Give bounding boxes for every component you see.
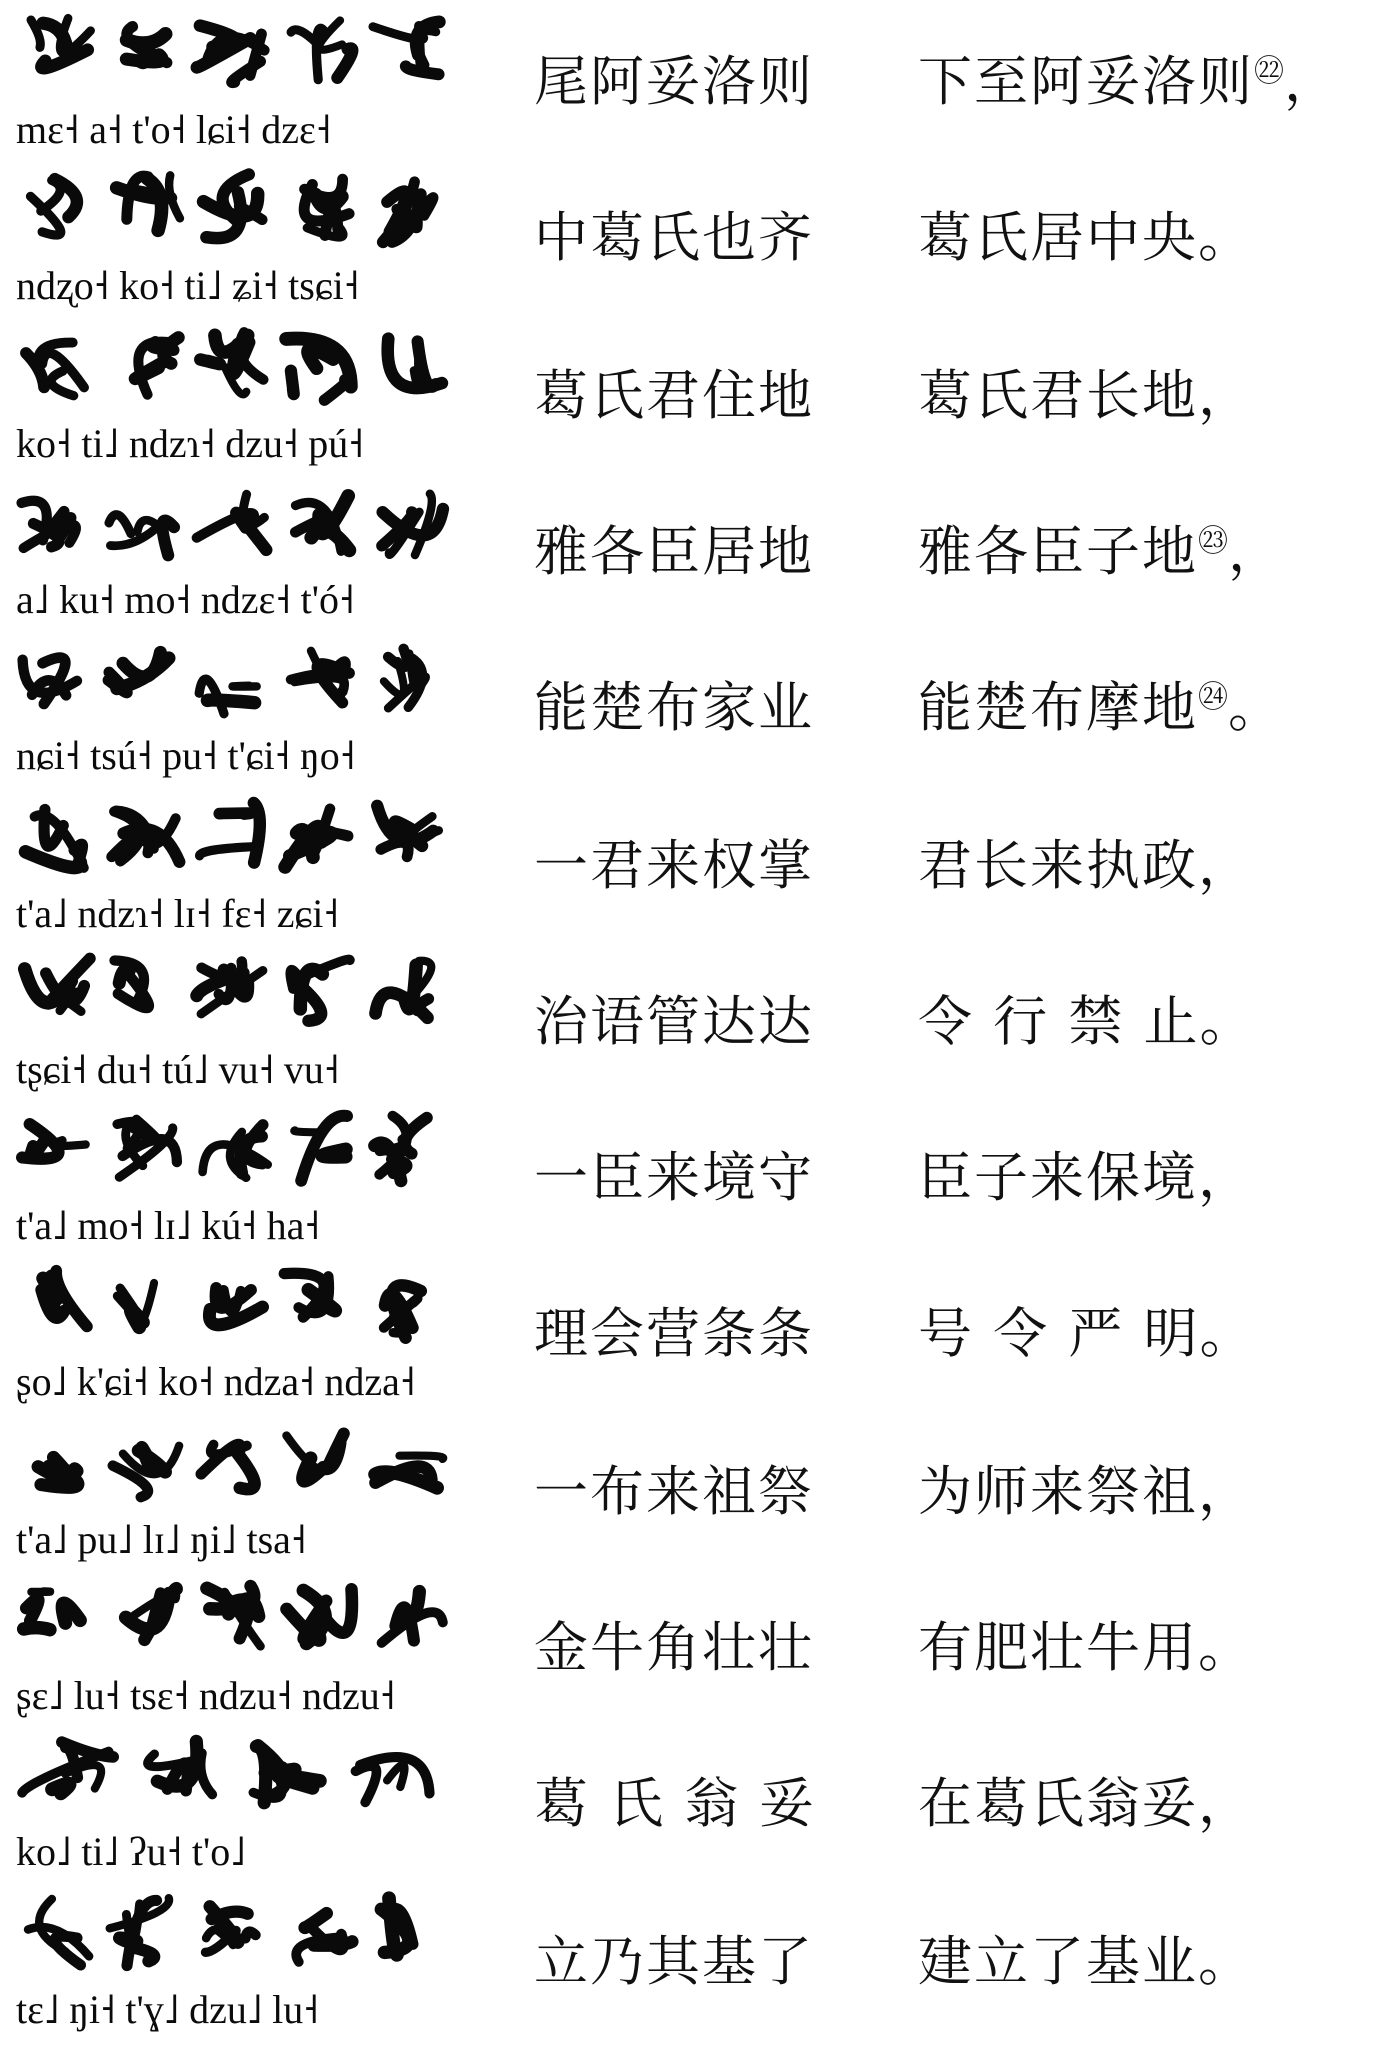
free-translation: [918, 1302, 1256, 1366]
free-translation-text: 令 行 禁 止: [918, 990, 1200, 1053]
yi-script-line: [14, 166, 454, 316]
yi-glyph-row: [14, 1262, 454, 1354]
yi-glyph: [25, 959, 90, 1012]
free-translation: [918, 1772, 1254, 1836]
phonetic-transcription: [16, 1982, 456, 2038]
footnote-marker[interactable]: ㉓: [1198, 524, 1228, 559]
yi-glyph: [207, 1586, 261, 1646]
yi-glyph: [110, 1898, 169, 1966]
phonetic-text: ko˧ ti˩ ndzɿ˧ dzu˧ pú˧: [16, 422, 364, 466]
yi-glyph: [22, 1742, 113, 1793]
yi-glyph: [291, 651, 350, 703]
literal-gloss: 葛氏君住地: [534, 364, 814, 427]
free-translation: [918, 1460, 1254, 1524]
free-translation: [918, 520, 1284, 584]
punctuation: 。: [1198, 206, 1254, 269]
yi-script-line: [14, 1732, 454, 1882]
yi-script-line: [14, 324, 454, 474]
free-translation-text: 雅各臣子地: [918, 520, 1198, 583]
phonetic-transcription: [16, 1512, 456, 1568]
phonetic-text: nɕi˧ tsú˧ pu˧ t'ɕi˧ ŋo˧: [16, 734, 356, 778]
yi-glyph: [286, 339, 351, 401]
yi-glyph: [22, 1124, 86, 1159]
yi-glyph: [42, 1271, 87, 1327]
footnote-marker[interactable]: ㉔: [1198, 680, 1228, 715]
yi-glyph: [22, 501, 76, 548]
yi-glyph: [287, 1434, 344, 1481]
phonetic-text: ko˩ ti˩ ʔu˧ t'o˩: [16, 1830, 246, 1874]
yi-glyph: [200, 332, 263, 394]
yi-glyph: [126, 1588, 177, 1640]
yi-glyph-row: [14, 324, 454, 416]
verse-line: [0, 1572, 1392, 1732]
yi-glyph: [382, 1592, 443, 1643]
yi-script-line: [14, 1106, 454, 1256]
free-translation-text: 在葛氏翁妥: [918, 1772, 1198, 1835]
punctuation: 。: [1198, 1930, 1254, 1993]
literal-gloss: 雅各臣居地: [534, 520, 814, 583]
free-translation: [918, 676, 1284, 740]
yi-glyph: [203, 1125, 268, 1178]
free-translation: [918, 990, 1256, 1054]
phonetic-transcription: [16, 416, 456, 472]
punctuation: ，: [1198, 1146, 1254, 1209]
punctuation: ，: [1198, 364, 1254, 427]
yi-glyph: [382, 494, 443, 555]
yi-glyph: [117, 1283, 154, 1327]
yi-script-line: [14, 1576, 454, 1726]
free-translation: [918, 364, 1254, 428]
phonetic-text: ndʐo˧ ko˧ ti˩ ʑi˧ tsɕi˧: [16, 264, 360, 308]
verse-line: [0, 1102, 1392, 1262]
yi-glyph: [115, 961, 149, 1009]
yi-glyph-row: [14, 10, 454, 102]
yi-script-line: [14, 480, 454, 630]
yi-glyph: [38, 1457, 78, 1487]
yi-glyph: [126, 27, 167, 65]
free-translation-text: 能楚布摩地: [918, 676, 1198, 739]
free-translation-text: 号 令 严 明: [918, 1302, 1200, 1365]
verse-line: [0, 1416, 1392, 1576]
free-translation: [918, 1930, 1254, 1994]
yi-glyph: [24, 1591, 80, 1629]
verse-line: [0, 162, 1392, 322]
phonetic-transcription: [16, 1354, 456, 1410]
verse-line: [0, 632, 1392, 792]
phonetic-transcription: [16, 728, 456, 784]
yi-glyph: [117, 1119, 177, 1177]
free-translation-text: 有肥壮牛用: [918, 1616, 1198, 1679]
phonetic-transcription: [16, 1198, 456, 1254]
yi-glyph: [28, 1899, 89, 1965]
yi-glyph: [377, 806, 439, 857]
punctuation: ，: [1228, 520, 1284, 583]
phonetic-text: tɛ˩ ŋi˧ t'ɣ˩ dzu˩ lu˧: [16, 1988, 319, 2032]
literal-gloss: 能楚布家业: [534, 676, 814, 739]
yi-glyph: [295, 496, 349, 551]
phonetic-text: mɛ˧ a˧ t'o˧ lɕi˧ dzɛ˧: [16, 108, 332, 152]
literal-gloss: 金牛角壮壮: [534, 1616, 814, 1679]
yi-script-line: [14, 1262, 454, 1412]
punctuation: 。: [1199, 1302, 1256, 1365]
yi-glyph: [384, 649, 426, 708]
punctuation: 。: [1198, 1616, 1254, 1679]
verse-line: [0, 320, 1392, 480]
yi-glyph-row: [14, 794, 454, 886]
yi-glyph: [135, 338, 178, 395]
verse-line: [0, 1258, 1392, 1418]
free-translation-text: 葛氏居中央: [918, 206, 1198, 269]
literal-gloss: 一臣来境守: [534, 1146, 814, 1209]
phonetic-transcription: [16, 102, 456, 158]
phonetic-text: a˩ ku˧ mo˧ ndzɛ˧ t'ó˧: [16, 578, 355, 622]
yi-glyph: [117, 175, 180, 230]
literal-gloss: 一君来权掌: [534, 834, 814, 897]
yi-glyph-row: [14, 1420, 454, 1512]
yi-script-line: [14, 794, 454, 944]
yi-glyph-row: [14, 166, 454, 258]
free-translation: [918, 834, 1254, 898]
phonetic-transcription: [16, 1668, 456, 1724]
literal-gloss: 治语管达达: [534, 990, 814, 1053]
yi-script-line: [14, 10, 454, 160]
punctuation: ，: [1284, 50, 1340, 113]
yi-glyph: [31, 18, 91, 68]
free-translation-text: 臣子来保境: [918, 1146, 1198, 1209]
punctuation: 。: [1228, 676, 1284, 739]
punctuation: 。: [1199, 990, 1256, 1053]
literal-gloss: 立乃其基了: [534, 1930, 814, 1993]
phonetic-text: tʂɕi˧ du˧ tú˩ vu˧ vu˧: [16, 1048, 340, 1092]
phonetic-transcription: [16, 572, 456, 628]
yi-glyph: [376, 961, 432, 1018]
free-translation-text: 建立了基业: [918, 1930, 1198, 1993]
verse-line: [0, 946, 1392, 1106]
yi-glyph: [112, 810, 180, 862]
yi-glyph: [304, 179, 349, 237]
yi-glyph-row: [14, 1890, 454, 1982]
yi-glyph: [23, 658, 77, 704]
yi-script-line: [14, 1890, 454, 2040]
yi-glyph: [200, 803, 260, 863]
literal-gloss: 理会营条条: [534, 1302, 814, 1365]
verse-line: [0, 1728, 1392, 1888]
yi-glyph-row: [14, 1106, 454, 1198]
yi-glyph: [375, 1456, 443, 1488]
free-translation-text: 下至阿妥洛则: [918, 50, 1254, 113]
yi-glyph: [109, 515, 174, 556]
yi-glyph: [287, 1589, 352, 1643]
yi-glyph-row: [14, 636, 454, 728]
yi-script-line: [14, 1420, 454, 1570]
yi-script-line: [14, 950, 454, 1100]
literal-gloss: 尾阿妥洛则: [534, 50, 814, 113]
yi-script-line: [14, 636, 454, 786]
phonetic-transcription: [16, 1824, 456, 1880]
yi-glyph: [381, 1898, 413, 1955]
free-translation: [918, 1146, 1254, 1210]
free-translation-text: 葛氏君长地: [918, 364, 1198, 427]
phonetic-transcription: [16, 1042, 456, 1098]
phonetic-text: ʂɛ˩ lu˧ tsɛ˧ ndzu˧ ndzu˧: [16, 1674, 396, 1718]
verse-line: [0, 476, 1392, 636]
free-translation-text: 君长来执政: [918, 834, 1198, 897]
phonetic-text: t'a˩ pu˩ lɪ˩ ŋi˩ tsa˧: [16, 1518, 307, 1562]
punctuation: ，: [1198, 834, 1254, 897]
yi-glyph-row: [14, 1732, 454, 1824]
phonetic-transcription: [16, 258, 456, 314]
free-translation: [918, 50, 1340, 114]
yi-glyph: [113, 1446, 179, 1497]
yi-glyph-row: [14, 950, 454, 1042]
literal-gloss: 葛 氏 翁 妥: [534, 1772, 816, 1835]
yi-glyph: [388, 339, 442, 388]
yi-glyph-row: [14, 1576, 454, 1668]
verse-line: [0, 1886, 1392, 2046]
yi-glyph: [375, 1116, 427, 1181]
yi-glyph: [31, 179, 77, 235]
yi-glyph-row: [14, 480, 454, 572]
punctuation: ，: [1198, 1772, 1254, 1835]
free-translation: [918, 206, 1254, 270]
yi-glyph: [284, 1273, 335, 1317]
yi-glyph: [209, 1288, 262, 1325]
phonetic-transcription: [16, 886, 456, 942]
phonetic-text: t'a˩ mo˧ lɪ˩ kú˧ ha˧: [16, 1204, 320, 1248]
literal-gloss: 中葛氏也齐: [534, 206, 814, 269]
free-translation: [918, 1616, 1254, 1680]
yi-glyph: [201, 1444, 254, 1489]
yi-glyph: [206, 1907, 256, 1953]
yi-glyph: [383, 182, 434, 242]
yi-glyph: [253, 1745, 320, 1803]
yi-glyph: [356, 1757, 430, 1802]
verse-line: [0, 6, 1392, 166]
yi-glyph: [384, 1285, 421, 1337]
yi-glyph: [296, 1913, 352, 1962]
phonetic-text: ʂo˩ k'ɕi˧ ko˧ ndza˧ ndza˧: [16, 1360, 416, 1404]
yi-glyph: [199, 679, 257, 714]
yi-glyph: [294, 1116, 347, 1181]
punctuation: ，: [1198, 1460, 1254, 1523]
yi-glyph: [197, 26, 264, 83]
phonetic-text: t'a˩ ndzɿ˧ lɪ˧ fɛ˧ zɕi˧: [16, 892, 339, 936]
yi-glyph: [373, 22, 439, 74]
verse-line: [0, 790, 1392, 950]
yi-glyph: [26, 343, 84, 396]
free-translation-text: 为师来祭祖: [918, 1460, 1198, 1523]
yi-glyph: [291, 20, 352, 79]
yi-glyph: [148, 1741, 213, 1794]
literal-gloss: 一布来祖祭: [534, 1460, 814, 1523]
yi-glyph: [290, 959, 350, 1020]
yi-glyph: [197, 962, 263, 1014]
footnote-marker[interactable]: ㉒: [1254, 54, 1284, 89]
yi-glyph: [108, 652, 169, 692]
yi-glyph: [26, 810, 84, 868]
yi-glyph: [285, 809, 348, 867]
yi-glyph: [197, 494, 267, 550]
yi-glyph: [204, 174, 263, 238]
